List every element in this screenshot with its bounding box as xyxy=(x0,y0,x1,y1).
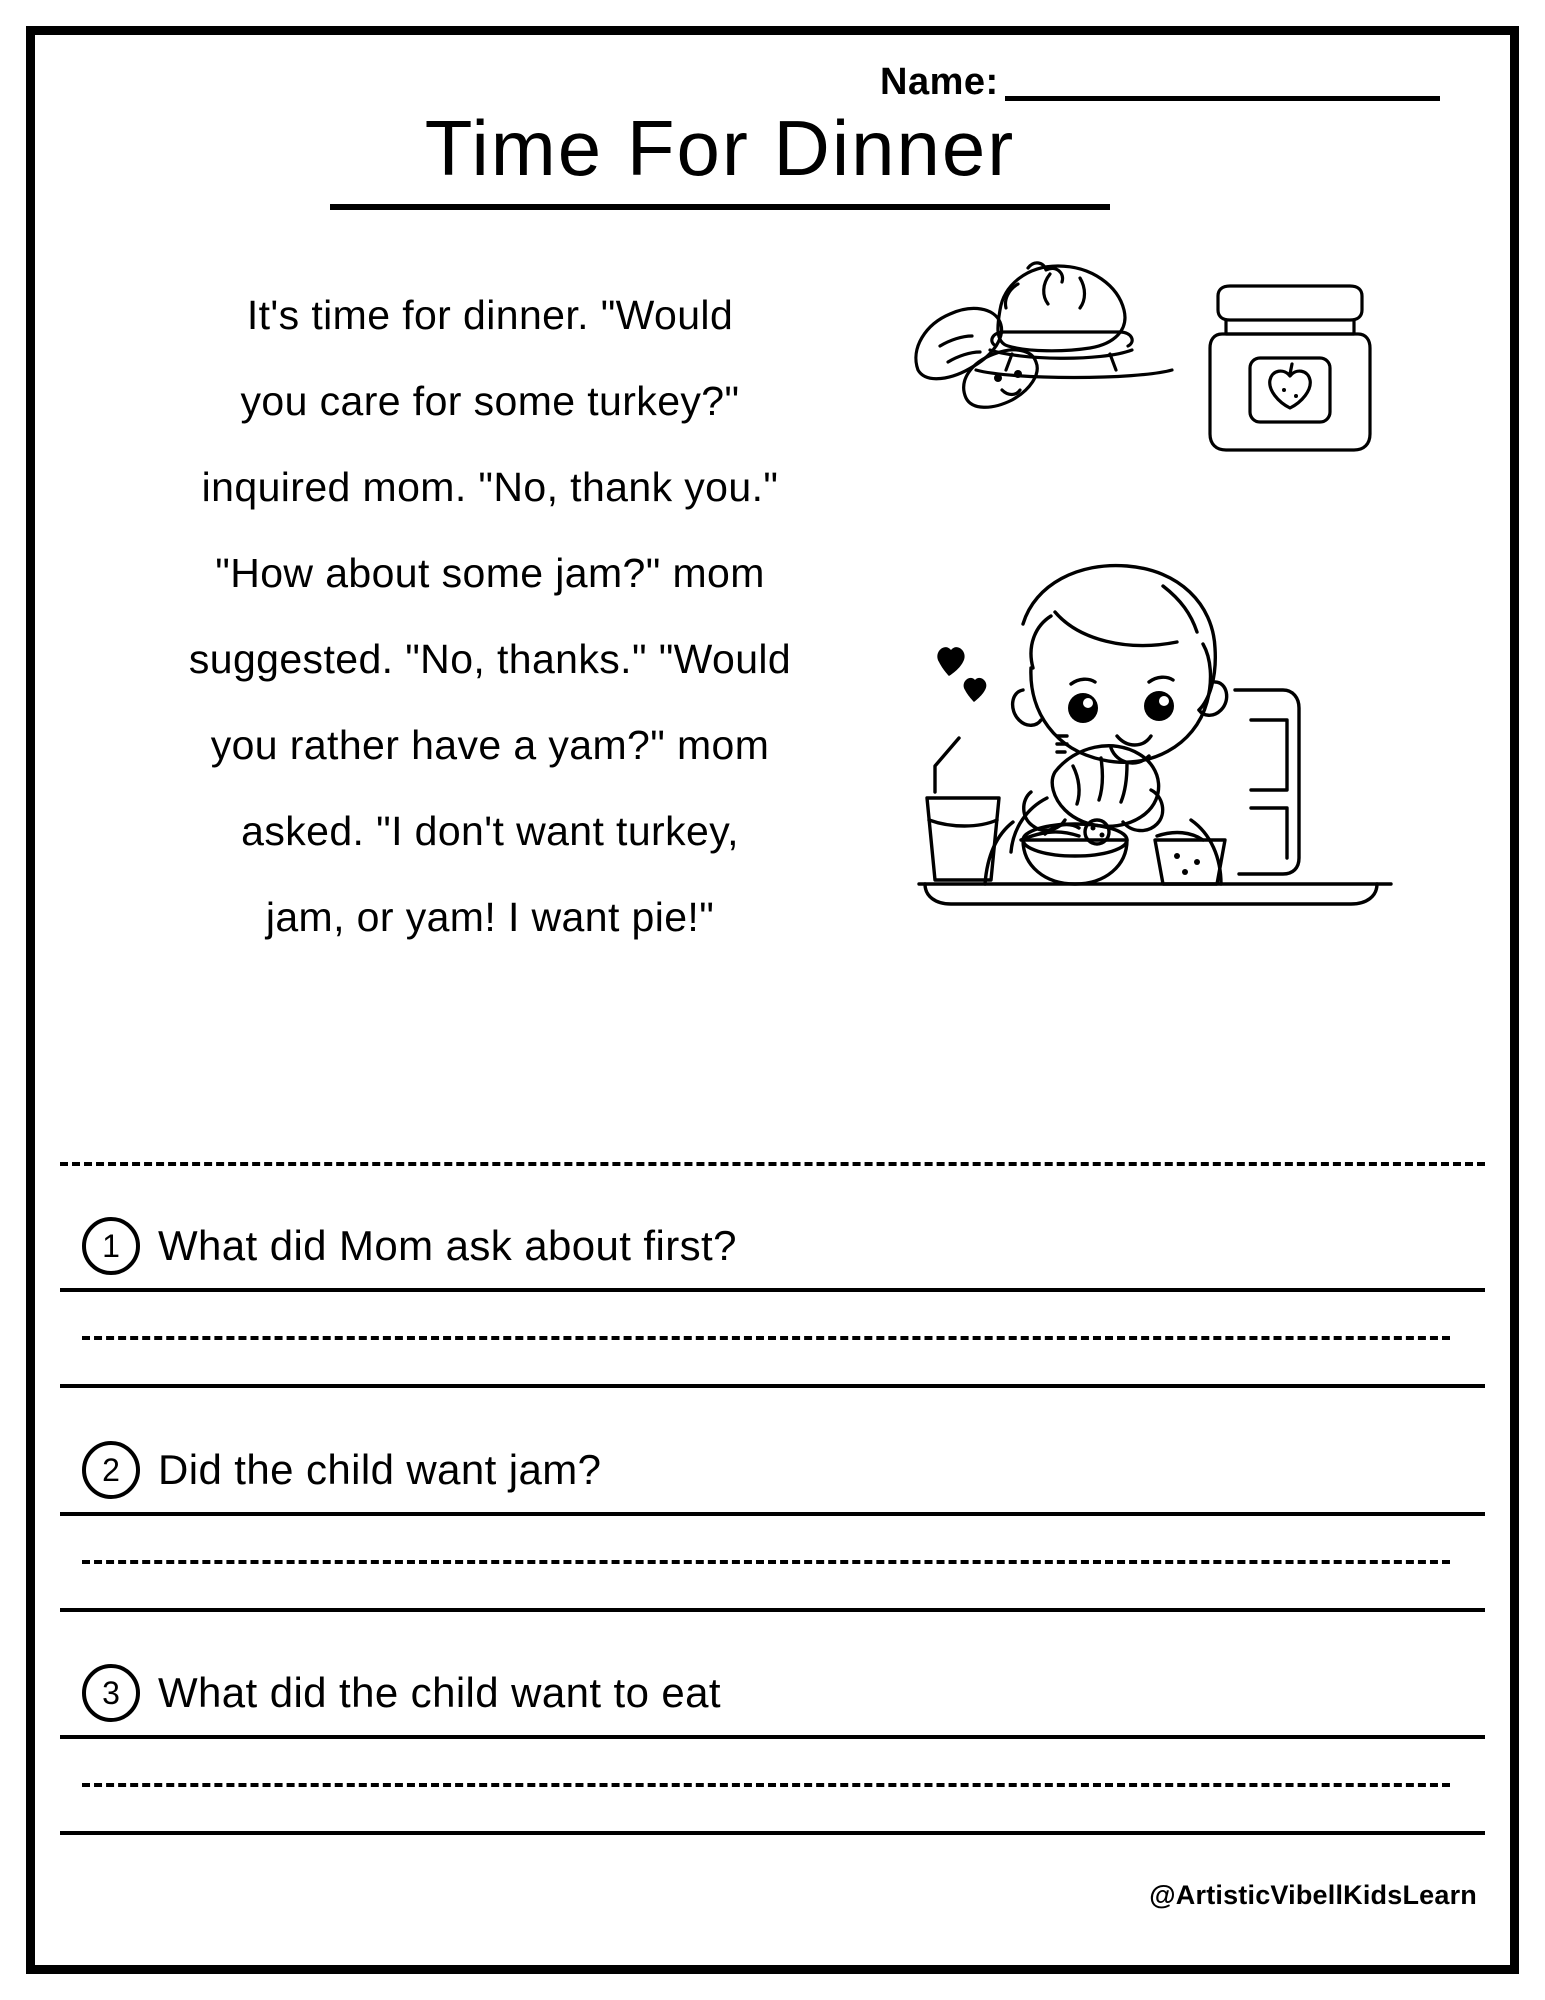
passage-line: It's time for dinner. "Would xyxy=(246,292,734,338)
answer-line-top[interactable] xyxy=(60,1288,1485,1292)
name-label: Name: xyxy=(880,61,999,103)
question-row xyxy=(60,1432,1485,1508)
answer-line-middle[interactable] xyxy=(82,1560,1450,1564)
footer-credit: @ArtisticVibellKidsLearn xyxy=(1149,1880,1477,1910)
question-text: What did Mom ask about first? xyxy=(158,1222,737,1269)
answer-line-bottom[interactable] xyxy=(60,1384,1485,1388)
question-block-3 xyxy=(60,1655,1485,1835)
question-number: 1 xyxy=(82,1217,140,1275)
answer-line-bottom[interactable] xyxy=(60,1831,1485,1835)
question-text: Did the child want jam? xyxy=(158,1446,602,1493)
passage-line: you rather have a yam?" mom xyxy=(210,722,770,768)
question-number: 2 xyxy=(82,1441,140,1499)
section-divider xyxy=(60,1162,1485,1166)
name-input-blank[interactable] xyxy=(1005,62,1440,101)
passage-line: "How about some jam?" mom xyxy=(215,550,765,596)
question-number: 3 xyxy=(82,1664,140,1722)
answer-line-middle[interactable] xyxy=(82,1336,1450,1340)
question-block-1 xyxy=(60,1208,1485,1388)
answer-line-bottom[interactable] xyxy=(60,1608,1485,1612)
food-illustration-group xyxy=(900,250,1460,460)
passage-line: jam, or yam! I want pie!" xyxy=(265,894,715,940)
question-text: What did the child want to eat xyxy=(158,1669,721,1716)
answer-line-top[interactable] xyxy=(60,1512,1485,1516)
jam-jar-icon xyxy=(1210,286,1370,450)
passage-line: suggested. "No, thanks." "Would xyxy=(188,636,792,682)
reading-passage xyxy=(60,272,920,960)
sweet-potato-yam-icon xyxy=(916,308,1037,407)
answer-line-middle[interactable] xyxy=(82,1783,1450,1787)
answer-line-top[interactable] xyxy=(60,1735,1485,1739)
boy-eating-dinner-illustration xyxy=(905,540,1405,960)
question-row xyxy=(60,1655,1485,1731)
question-block-2 xyxy=(60,1432,1485,1612)
name-field-row xyxy=(880,62,1440,101)
passage-line: you care for some turkey?" xyxy=(240,378,740,424)
roast-turkey-icon xyxy=(976,263,1172,378)
passage-line: inquired mom. "No, thank you." xyxy=(201,464,779,510)
passage-line: asked. "I don't want turkey, xyxy=(241,808,739,854)
page-title: Time For Dinner xyxy=(330,108,1110,210)
question-row xyxy=(60,1208,1485,1284)
